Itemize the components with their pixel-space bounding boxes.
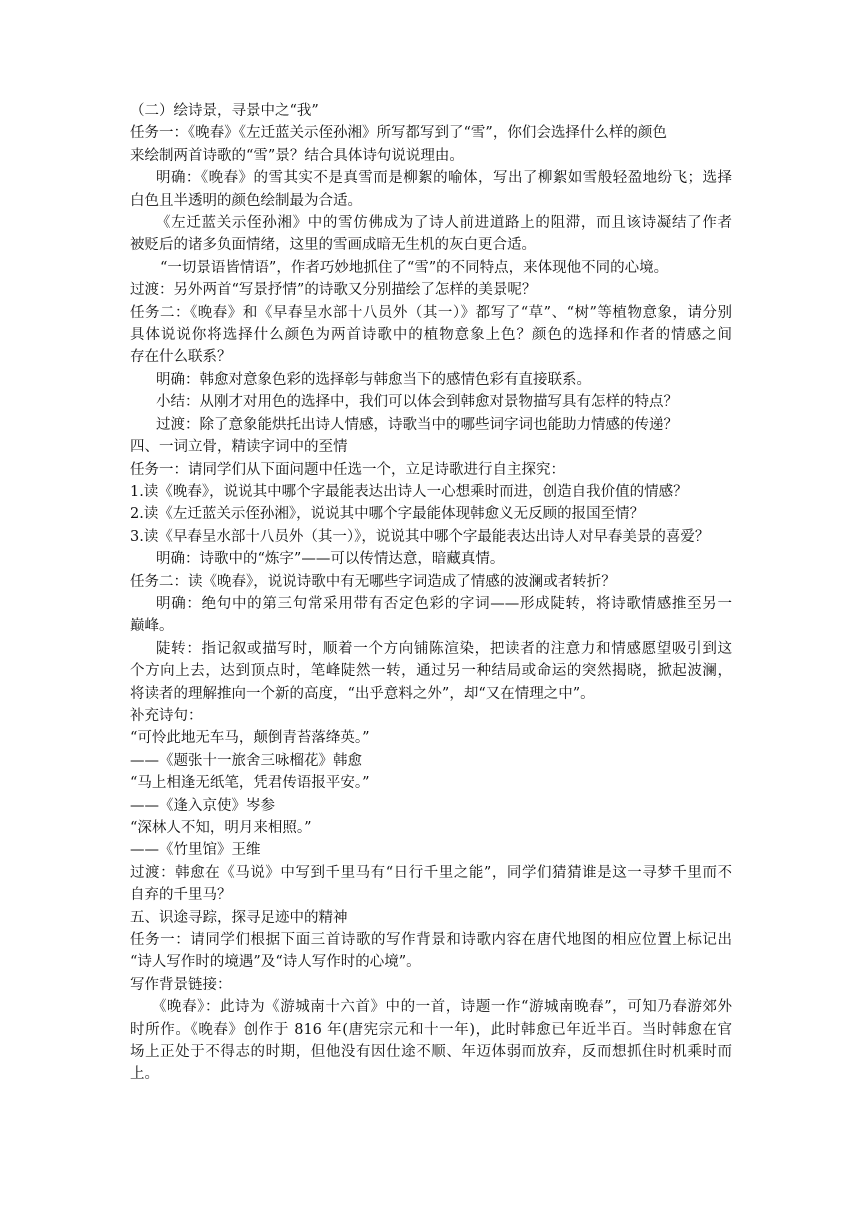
- text-line: 3.读《早春呈水部十八员外（其一）》，说说其中哪个字最能表达出诗人对早春美景的喜爱？: [130, 528, 710, 545]
- text-line: 任务二：《晚春》和《早春呈水部十八员外（其一）》都写了“草”、“树”等植物意象，请分别: [130, 304, 732, 321]
- text-line: “一切景语皆情语”，作者巧妙地抓住了“雪”的不同特点，来体现他不同的心境。: [160, 259, 669, 276]
- text-line: 上。: [130, 1066, 159, 1083]
- text-line: 具体说说你将选择什么颜色为两首诗歌中的植物意象上色？颜色的选择和作者的情感之间: [130, 327, 732, 344]
- text-line: 将读者的理解推向一个新的高度，“出乎意料之外”，却“又在情理之中”。: [130, 685, 595, 702]
- text-line: “诗人写作时的境遇”及“诗人写作时的心境”。: [130, 954, 421, 971]
- text-line: ——《题张十一旅舍三咏榴花》韩愈: [130, 752, 362, 769]
- text-line: “马上相逢无纸笔，凭君传语报平安。”: [130, 775, 370, 792]
- text-line: 个方向上去，达到顶点时，笔峰陡然一转，通过另一种结局或命运的突然揭晓，掀起波澜，: [130, 663, 732, 680]
- text-line: 明确：诗歌中的“炼字”——可以传情达意，暗藏真情。: [156, 551, 505, 568]
- text-line: 五、识途寻踪，探寻足迹中的精神: [130, 909, 348, 926]
- text-line: 《左迁蓝关示侄孙湘》中的雪仿佛成为了诗人前进道路上的阻滞，而且该诗凝结了作者: [156, 215, 732, 232]
- text-line: 来绘制两首诗歌的“雪”景？结合具体诗句说说理由。: [130, 147, 464, 164]
- text-line: ——《逢入京使》岑参: [130, 797, 275, 814]
- text-line: 时所作。《晚春》创作于 816 年(唐宪宗元和十一年)，此时韩愈已年近半百。当时韩愈在官: [130, 1021, 732, 1038]
- text-line: （二）绘诗景，寻景中之“我”: [130, 103, 319, 119]
- text-line: 1.读《晚春》，说说其中哪个字最能表达出诗人一心想乘时而进，创造自我价值的情感？: [130, 483, 688, 500]
- text-line: 补充诗句：: [130, 707, 203, 724]
- text-line: 写作背景链接：: [130, 976, 232, 993]
- text-line: 任务一：请同学们从下面问题中任选一个，立足诗歌进行自主探究：: [130, 461, 565, 478]
- text-line: 过渡：另外两首“写景抒情”的诗歌又分别描绘了怎样的美景呢？: [130, 282, 537, 299]
- text-line: 巅峰。: [130, 618, 174, 635]
- text-line: 《晚春》：此诗为《游城南十六首》中的一首，诗题一作“游城南晚春”，可知乃春游郊外: [152, 999, 732, 1016]
- text-line: “深林人不知，明月来相照。”: [130, 820, 312, 836]
- text-line: 被贬后的诸多负面情绪，这里的雪画成暗无生机的灰白更合适。: [130, 237, 536, 254]
- text-line: 明确：《晚春》的雪其实不是真雪而是柳絮的喻体，写出了柳絮如雪般轻盈地纷飞；选择: [156, 170, 732, 187]
- text-line: 任务一：《晚春》《左迁蓝关示侄孙湘》所写都写到了“雪”，你们会选择什么样的颜色: [130, 125, 667, 142]
- text-line: 四、一词立骨，精读字词中的至情: [130, 439, 348, 456]
- text-line: 明确：绝句中的第三句常采用带有否定色彩的字词——形成陡转，将诗歌情感推至另一: [156, 595, 732, 612]
- text-line: 过渡：韩愈在《马说》中写到千里马有“日行千里之能”，同学们猜猜谁是这一寻梦千里而不: [130, 864, 732, 881]
- text-line: 过渡：除了意象能烘托出诗人情感，诗歌当中的哪些词字词也能助力情感的传递？: [156, 416, 678, 433]
- text-line: 自弃的千里马？: [130, 887, 232, 904]
- text-line: 场上正处于不得志的时期，但他没有因仕途不顺、年迈体弱而放弃，反而想抓住时机乘时而: [130, 1044, 732, 1061]
- text-line: 任务二：读《晚春》，说说诗歌中有无哪些字词造成了情感的波澜或者转折？: [130, 573, 616, 590]
- text-line: 2.读《左迁蓝关示侄孙湘》，说说其中哪个字最能体现韩愈义无反顾的报国至情？: [130, 506, 645, 523]
- text-line: 白色且半透明的颜色绘制最为合适。: [130, 192, 362, 209]
- text-line: “可怜此地无车马，颠倒青苔落绛英。”: [130, 730, 370, 747]
- text-line: ——《竹里馆》王维: [130, 842, 261, 859]
- text-line: 小结：从刚才对用色的选择中，我们可以体会到韩愈对景物描写具有怎样的特点？: [156, 394, 678, 411]
- text-line: 陡转：指记叙或描写时，顺着一个方向铺陈渲染，把读者的注意力和情感愿望吸引到这: [156, 640, 732, 657]
- text-line: 任务一：请同学们根据下面三首诗歌的写作背景和诗歌内容在唐代地图的相应位置上标记出: [130, 932, 732, 949]
- text-line: 存在什么联系？: [130, 349, 232, 366]
- text-line: 明确：韩愈对意象色彩的选择彰与韩愈当下的感情色彩有直接联系。: [156, 371, 591, 388]
